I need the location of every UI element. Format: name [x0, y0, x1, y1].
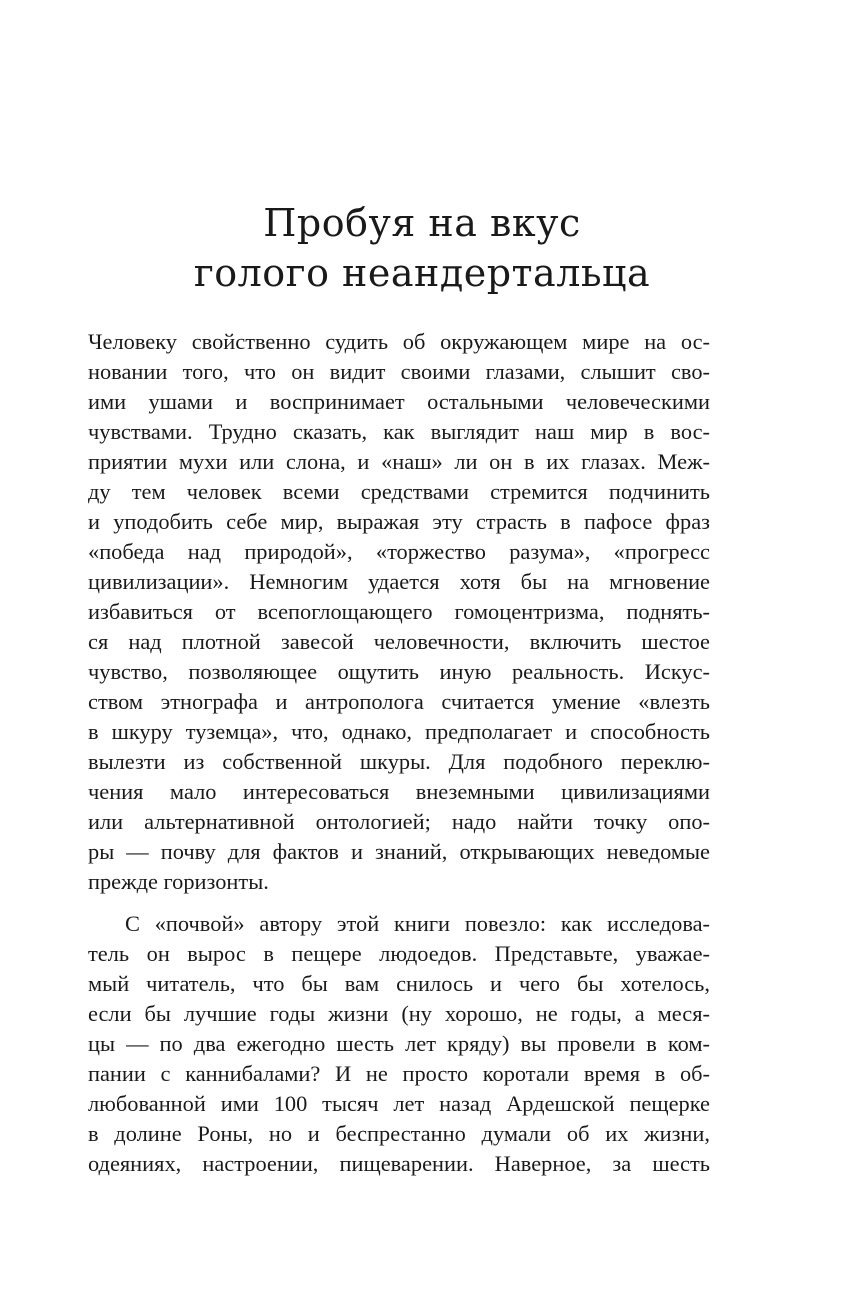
text-line: ры — почву для фактов и знаний, открывающих неведомые [88, 839, 710, 864]
text-line: «победа над природой», «торжество разума», «прогресс [88, 539, 710, 564]
text-line: С «почвой» автору этой книги повезло: как исследова- [125, 911, 710, 936]
text-line: тель он вырос в пещере людоедов. Представьте, уважае- [88, 941, 710, 966]
text-line: ими ушами и воспринимает остальными человеческими [88, 389, 710, 414]
text-line: чения мало интересоваться внеземными цивилизациями [88, 779, 710, 804]
text-line: новании того, что он видит своими глазами, слышит сво- [88, 359, 710, 384]
paragraph-1 [88, 327, 710, 897]
text-line: приятии мухи или слона, и «наш» ли он в их глазах. Меж- [88, 449, 710, 474]
text-line: пании с каннибалами? И не просто коротали время в об- [88, 1061, 710, 1086]
paragraph-gap [88, 897, 710, 909]
chapter-title [0, 198, 844, 298]
paragraph-2 [88, 909, 710, 1179]
text-line: вылезти из собственной шкуры. Для подобного переклю- [88, 749, 710, 774]
text-line: одеяниях, настроении, пищеварении. Наверное, за шесть [88, 1151, 710, 1176]
text-line: цы — по два ежегодно шесть лет кряду) вы провели в ком- [88, 1031, 710, 1056]
text-line: и уподобить себе мир, выражая эту страсть в пафосе фраз [88, 509, 710, 534]
text-line: если бы лучшие годы жизни (ну хорошо, не годы, а меся- [88, 1001, 710, 1026]
chapter-title-line-2: голого неандертальца [193, 251, 651, 295]
text-line: цивилизации». Немногим удается хотя бы на мгновение [88, 569, 710, 594]
text-line: в долине Роны, но и беспрестанно думали об их жизни, [88, 1121, 710, 1146]
text-line: ду тем человек всеми средствами стремится подчинить [88, 479, 710, 504]
text-line: избавиться от всепоглощающего гомоцентризма, поднять- [88, 599, 710, 624]
text-line: чувствами. Трудно сказать, как выглядит наш мир в вос- [88, 419, 710, 444]
text-line: прежде горизонты. [88, 869, 269, 894]
text-line: чувство, позволяющее ощутить иную реальность. Искус- [88, 659, 710, 684]
text-line: или альтернативной онтологией; надо найти точку опо- [88, 809, 710, 834]
text-line: любованной ими 100 тысяч лет назад Ардешской пещерке [88, 1091, 710, 1116]
chapter-body [88, 327, 710, 1179]
chapter-title-line-1: Пробуя на вкус [263, 201, 581, 245]
text-line: ством этнографа и антрополога считается умение «влезть [88, 689, 710, 714]
text-line: Человеку свойственно судить об окружающем мире на ос- [88, 329, 710, 354]
text-line: мый читатель, что бы вам снилось и чего бы хотелось, [88, 971, 710, 996]
text-line: ся над плотной завесой человечности, включить шестое [88, 629, 710, 654]
text-line: в шкуру туземца», что, однако, предполагает и способность [88, 719, 710, 744]
